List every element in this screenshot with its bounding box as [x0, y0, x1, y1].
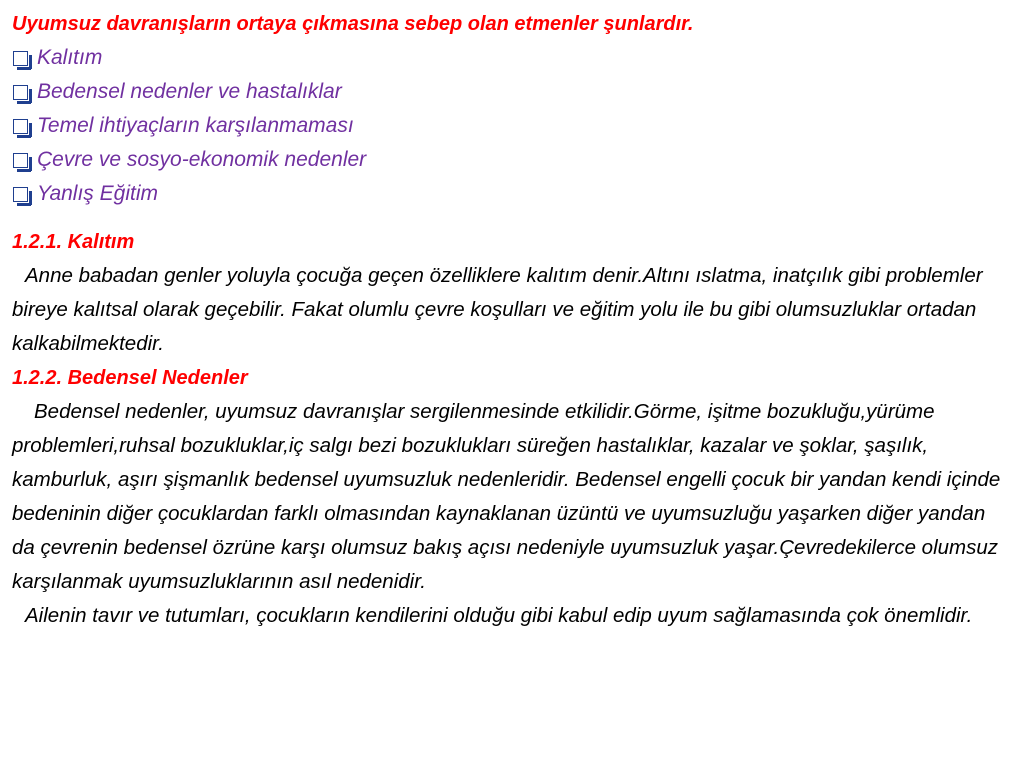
section-body-heredity: Anne babadan genler yoluyla çocuğa geçen özelliklere kalıtım denir.Altını ıslatma, inatçılık gibi problemler bireye kalıtsal olarak geçebilir. Fakat olumlu çevre koşulları ve eğitim yolu ile bu gibi olumsuzluklar ortadan kalkabilmektedir. — [12, 264, 983, 355]
checkbox-icon — [13, 85, 28, 100]
checkbox-icon — [13, 187, 28, 202]
list-item-basic-needs — [12, 109, 1012, 143]
section-body-family: Ailenin tavır ve tutumları, çocukların kendilerini olduğu gibi kabul edip uyum sağlamasında çok önemlidir. — [25, 604, 973, 627]
section-heredity — [12, 225, 1012, 361]
list-item-label: Yanlış Eğitim — [37, 182, 158, 205]
list-item-education — [12, 177, 1012, 211]
checkbox-icon — [13, 51, 28, 66]
checkbox-icon — [13, 153, 28, 168]
section-body-physical: Bedensel nedenler, uyumsuz davranışlar sergilenmesinde etkilidir.Görme, işitme bozukluğu,yürüme problemleri,ruhsal bozukluklar,iç salgı bezi bozuklukları süreğen hastalıklar, kazalar ve şoklar, şaşılık, kamburluk, aşırı şişmanlık bedensel uyumsuzluk nedenleridir. Bedensel engelli çocuk bir yandan kendi içinde bedeninin diğer çocuklardan farklı olmasından kaynaklanan üzüntü ve uyumsuzluğu yaşarken diğer yandan da çevrenin bedensel özrüne karşı olumsuz bakış açısı nedeniyle uyumsuzluk yaşar.Çevredekilerce olumsuz karşılanmak uyumsuzluklarının asıl nedenidir. — [12, 400, 1001, 593]
checkbox-icon — [13, 119, 28, 134]
list-item-heredity — [12, 41, 1012, 75]
factor-list — [12, 41, 1012, 211]
list-item-label: Kalıtım — [37, 46, 103, 69]
list-item-physical — [12, 75, 1012, 109]
list-item-label: Bedensel nedenler ve hastalıklar — [37, 80, 342, 103]
list-item-label: Çevre ve sosyo-ekonomik nedenler — [37, 148, 367, 171]
list-item-label: Temel ihtiyaçların karşılanmaması — [37, 114, 354, 137]
section-title-heredity: 1.2.1. Kalıtım — [12, 231, 135, 253]
section-physical — [12, 361, 1012, 633]
section-title-physical: 1.2.2. Bedensel Nedenler — [12, 367, 248, 389]
intro-heading: Uyumsuz davranışların ortaya çıkmasına sebep olan etmenler şunlardır. — [12, 13, 694, 35]
list-item-environment — [12, 143, 1012, 177]
